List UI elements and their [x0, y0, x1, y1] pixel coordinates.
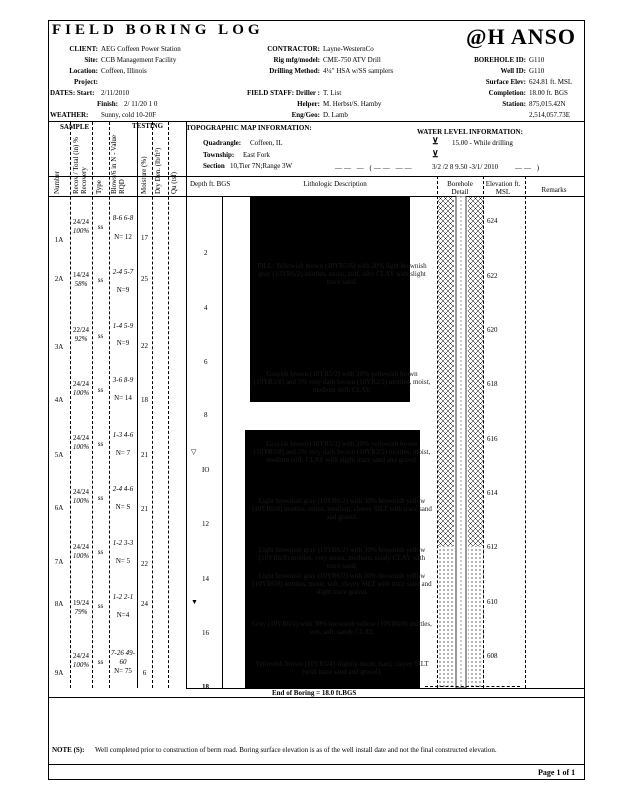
- sample-type: ss: [97, 494, 104, 502]
- column-line: [222, 196, 223, 688]
- sample-type: ss: [97, 276, 104, 284]
- sample-moist: 6: [142, 669, 147, 677]
- water-level-symbol-icon: ⊻: [432, 149, 439, 159]
- end-of-boring-text: End of Boring = 18.0 ft.BGS: [272, 689, 357, 697]
- sample-recov: 24/24: [73, 218, 89, 226]
- info-value: 4¼" HSA w/SS samplers: [323, 67, 394, 75]
- sample-blows: 8-6 6-8: [112, 214, 134, 222]
- info-label: Station:: [502, 100, 526, 108]
- divider: [48, 697, 585, 698]
- dash-leader: —— ): [515, 164, 542, 172]
- column-line: [109, 122, 110, 688]
- sample-moist: 25: [141, 275, 148, 283]
- sample-pct: 100%: [72, 552, 90, 560]
- depth-tick: IO: [202, 466, 210, 474]
- depth-tick: 14: [202, 575, 209, 583]
- column-header-recovery: Recov / Total (in) % Recovery: [72, 137, 88, 194]
- water-level-2: [452, 151, 454, 159]
- depth-tick: 6: [204, 358, 208, 366]
- sample-recov: 22/24: [73, 326, 89, 334]
- sample-pct: 100%: [72, 661, 90, 669]
- sample-pct: 100%: [72, 497, 90, 505]
- sample-n: N= S: [115, 503, 131, 511]
- lithology-description: Light brownish gray (10YR6/2) with 30% brownish yellow (10YR6/8) mottles, moist, medium, clayey SILT with trace sand and gravel.: [252, 497, 432, 521]
- section-value: 10,Tier 7N;Range 3W: [230, 162, 293, 170]
- column-header-blows: Blows/6 in N - Value RQD: [110, 135, 126, 194]
- sample-n: N= 5: [115, 557, 131, 565]
- sample-moist: 21: [141, 451, 148, 459]
- sample-blows: 1-3 4-6: [112, 431, 134, 439]
- column-header-elevation: Elevation ft. MSL: [485, 180, 521, 196]
- sample-recov: 14/24: [73, 271, 89, 279]
- info-value: 18.00 ft. BGS: [529, 89, 568, 97]
- elevation-tick: 624: [487, 217, 498, 225]
- sample-recov: 24/24: [73, 652, 89, 660]
- sample-type: ss: [97, 548, 104, 556]
- divider: [48, 121, 585, 122]
- note-text: Well completed prior to construction of berm road. Boring surface elevation is as of the well install date and not the final constructed elevation.: [95, 746, 497, 754]
- sample-type: ss: [97, 658, 104, 666]
- info-value: CCB Management Facility: [101, 56, 177, 64]
- info-label: WEATHER:: [50, 111, 89, 119]
- column-line: [152, 122, 153, 688]
- elevation-tick: 618: [487, 380, 498, 388]
- testing-section-title: TESTING: [132, 122, 164, 130]
- sample-id: 7A: [54, 558, 64, 566]
- sample-id: 6A: [54, 504, 64, 512]
- sample-pct: 100%: [72, 389, 90, 397]
- depth-tick: 16: [202, 629, 209, 637]
- page-title: FIELD BORING LOG: [52, 22, 264, 38]
- sample-type: ss: [97, 602, 104, 610]
- info-value: G110: [529, 67, 545, 75]
- info-label: Rig mfg/model:: [273, 56, 320, 64]
- lithology-description: Light brownish gray (10YR6/2) with 30% brownish yellow (10YR6/8) mottles, very moist, medium, sandy CLAY with trace sand.: [258, 546, 426, 570]
- lithology-description: Grayish brown (10YR5/2) with 20% yellowish brown (10YR5/8) and 5% very dark brown (10YR2/2) mottles, moist, medium stiff, CLAY.: [253, 370, 431, 394]
- sample-blows: 2-4 5-7: [112, 268, 134, 276]
- sample-recov: 24/24: [73, 543, 89, 551]
- info-label: Location:: [69, 67, 98, 75]
- water-level-marker-icon: ▽: [191, 448, 197, 456]
- sample-pct: 79%: [74, 608, 88, 616]
- info-label: FIELD STAFF: Driller :: [246, 89, 320, 97]
- info-label: BOREHOLE ID:: [474, 56, 526, 64]
- company-logo: @H ANSO: [466, 24, 576, 49]
- info-label: Site:: [84, 56, 98, 64]
- water-section-title: WATER LEVEL INFORMATION:: [417, 128, 523, 136]
- depth-tick: 8: [204, 411, 208, 419]
- info-label: Helper:: [297, 100, 320, 108]
- sample-type: ss: [97, 223, 104, 231]
- note-label: NOTE (S):: [52, 746, 85, 754]
- sample-blows: 2-4 4-6: [112, 485, 134, 493]
- sample-type: ss: [97, 440, 104, 448]
- water-level-1: 15.00 - While drilling: [452, 139, 513, 147]
- page-number: Page 1 of 1: [538, 768, 576, 777]
- info-value: M. Herbst/S. Hamby: [323, 100, 382, 108]
- sample-recov: 24/24: [73, 434, 89, 442]
- column-line: [168, 122, 169, 688]
- info-value: 2,514,057.73E: [529, 111, 571, 119]
- info-value: D. Lamb: [323, 111, 348, 119]
- water-level-symbol-icon: ⊻: [432, 136, 439, 146]
- info-label: Project:: [74, 78, 98, 86]
- sample-id: 5A: [54, 451, 64, 459]
- info-value: 2/ 11/20 1 0: [124, 100, 158, 108]
- sample-blows: 1-4 5-9: [112, 322, 134, 330]
- lithology-description: Light brownish gray (10YR6/2) with 30% brownish yellow (10YR6/8) mottles, moist, soft, clayey SILT with trace sand and slight trace gravel.: [252, 572, 432, 596]
- sample-id: 2A: [54, 275, 64, 283]
- info-label: Drilling Method:: [269, 67, 320, 75]
- sample-moist: 22: [141, 560, 148, 568]
- info-value: AEG Coffeen Power Station: [101, 45, 181, 53]
- column-header-density: Dry Den. (lb/ft³): [154, 147, 162, 194]
- sample-recov: 24/24: [73, 380, 89, 388]
- info-label: CLIENT:: [69, 45, 98, 53]
- water-level-marker-icon: ▼: [191, 598, 198, 606]
- info-value: CME-750 ATV Drill: [323, 56, 381, 64]
- column-header-depth: Depth ft. BGS: [190, 180, 231, 188]
- sample-pct: 100%: [72, 443, 90, 451]
- info-label: Completion:: [488, 89, 526, 97]
- info-label: Surface Elev:: [485, 78, 526, 86]
- divider: [48, 176, 585, 177]
- sample-blows: 7-26 49-60: [111, 649, 135, 666]
- sample-blows: 3-6 8-9: [112, 376, 134, 384]
- info-value: 2/11/2010: [101, 89, 130, 97]
- depth-tick: 18: [202, 683, 209, 691]
- sample-n: N=9: [116, 339, 130, 347]
- sample-pct: 58%: [74, 280, 88, 288]
- sample-pct: 92%: [74, 335, 88, 343]
- sample-id: 4A: [54, 396, 64, 404]
- column-header-borehole: Borehole Detail: [447, 180, 473, 196]
- sample-n: N=4: [116, 611, 130, 619]
- elevation-tick: 610: [487, 598, 498, 606]
- depth-tick: 4: [204, 304, 208, 312]
- elevation-tick: 612: [487, 543, 498, 551]
- column-line: [525, 176, 526, 688]
- water-level-3: 3/2 /2 8 9.50 -3/1/ 2010: [432, 163, 499, 171]
- township-label: Township:: [203, 151, 235, 159]
- sample-id: 1A: [54, 236, 64, 244]
- sample-type: ss: [97, 332, 104, 340]
- elevation-tick: 622: [487, 272, 498, 280]
- sample-n: N= 75: [114, 667, 132, 675]
- sample-n: N= 7: [115, 449, 131, 457]
- sample-moist: 18: [141, 396, 148, 404]
- sample-id: 8A: [54, 600, 64, 608]
- dash-leader: —— — (—— ——: [335, 164, 414, 172]
- info-value: T. List: [323, 89, 342, 97]
- end-boring-line: [425, 686, 520, 687]
- column-header-lithologic: Lithologic Description: [303, 180, 367, 188]
- info-value: Sunny, cold 10-20F: [101, 111, 156, 119]
- info-value: Layne-WesternCo: [323, 45, 374, 53]
- info-label: Finish:: [96, 100, 118, 108]
- column-header-number: Number: [53, 171, 61, 194]
- column-header-remarks: Remarks: [541, 186, 567, 194]
- info-label: CONTRACTOR:: [267, 45, 320, 53]
- sample-moist: 22: [141, 342, 148, 350]
- sample-type: ss: [97, 386, 104, 394]
- info-value: 875,015.42N: [529, 100, 566, 108]
- township-value: East Fork: [243, 151, 271, 159]
- lithology-description: Yellowish brown (10YR5/4) slightly moist, hard, clayey SILT (with trace sand and gravel).: [255, 660, 429, 676]
- elevation-tick: 614: [487, 489, 498, 497]
- quadrangle-value: Coffeen, IL: [250, 139, 283, 147]
- sample-moist: 24: [141, 600, 148, 608]
- info-label: DATES: Start:: [50, 89, 95, 97]
- sample-n: N= 12: [114, 233, 132, 241]
- info-value: G110: [529, 56, 545, 64]
- elevation-tick: 616: [487, 435, 498, 443]
- sample-id: 3A: [54, 343, 64, 351]
- depth-tick: 2: [204, 249, 208, 257]
- lithology-description: FILL: Yellowish brown (10YR5/6) with 20% light brownish gray (10YR6/2) mottles, moist, stiff, silty CLAY with slight trace sand.: [257, 262, 427, 286]
- divider: [186, 688, 585, 689]
- sample-section-title: SAMPLE: [60, 123, 90, 131]
- sample-n: N= 14: [114, 394, 132, 402]
- sample-n: N=9: [116, 286, 130, 294]
- elevation-tick: 620: [487, 326, 498, 334]
- info-value: 624.81 ft. MSL: [529, 78, 573, 86]
- sample-blows: 1-2 3-3: [112, 539, 134, 547]
- sample-moist: 17: [141, 234, 148, 242]
- sample-moist: 21: [141, 505, 148, 513]
- column-line: [186, 122, 187, 688]
- sample-pct: 100%: [72, 227, 90, 235]
- info-label: Eng/Geo:: [291, 111, 320, 119]
- column-header-moisture: Moisture (%): [140, 156, 148, 194]
- info-label: Well ID:: [500, 67, 526, 75]
- sample-recov: 24/24: [73, 488, 89, 496]
- sample-recov: 19/24: [73, 599, 89, 607]
- lithology-description: Grayish brown (10YR5/2) with 20% yellowish brown (10YR5/8) and 5% very dark brown (10YR2/2) mottles, moist, medium stiff, CLAY with slight trace sand and gravel.: [253, 440, 431, 464]
- borehole-detail-graphic: [438, 196, 484, 688]
- section-label: Section: [203, 162, 225, 170]
- info-value: Coffeen, Illinois: [101, 67, 147, 75]
- sample-blows: 1-2 2-1: [112, 593, 134, 601]
- topo-section-title: TOPOGRAPHIC MAP INFORMATION:: [186, 124, 312, 132]
- depth-tick: 12: [202, 520, 209, 528]
- divider: [48, 764, 585, 765]
- sample-id: 9A: [54, 669, 64, 677]
- column-header-type: Type: [95, 180, 103, 194]
- quadrangle-label: Quadrangle:: [203, 139, 242, 147]
- lithology-description: Gray (10YR6/1) with 30% brownish yellow (10YR6/8) mottles, wet, soft, sandy CLAY.: [252, 620, 432, 636]
- elevation-tick: 608: [487, 652, 498, 660]
- column-header-qu: Qu (tsf): [170, 172, 178, 194]
